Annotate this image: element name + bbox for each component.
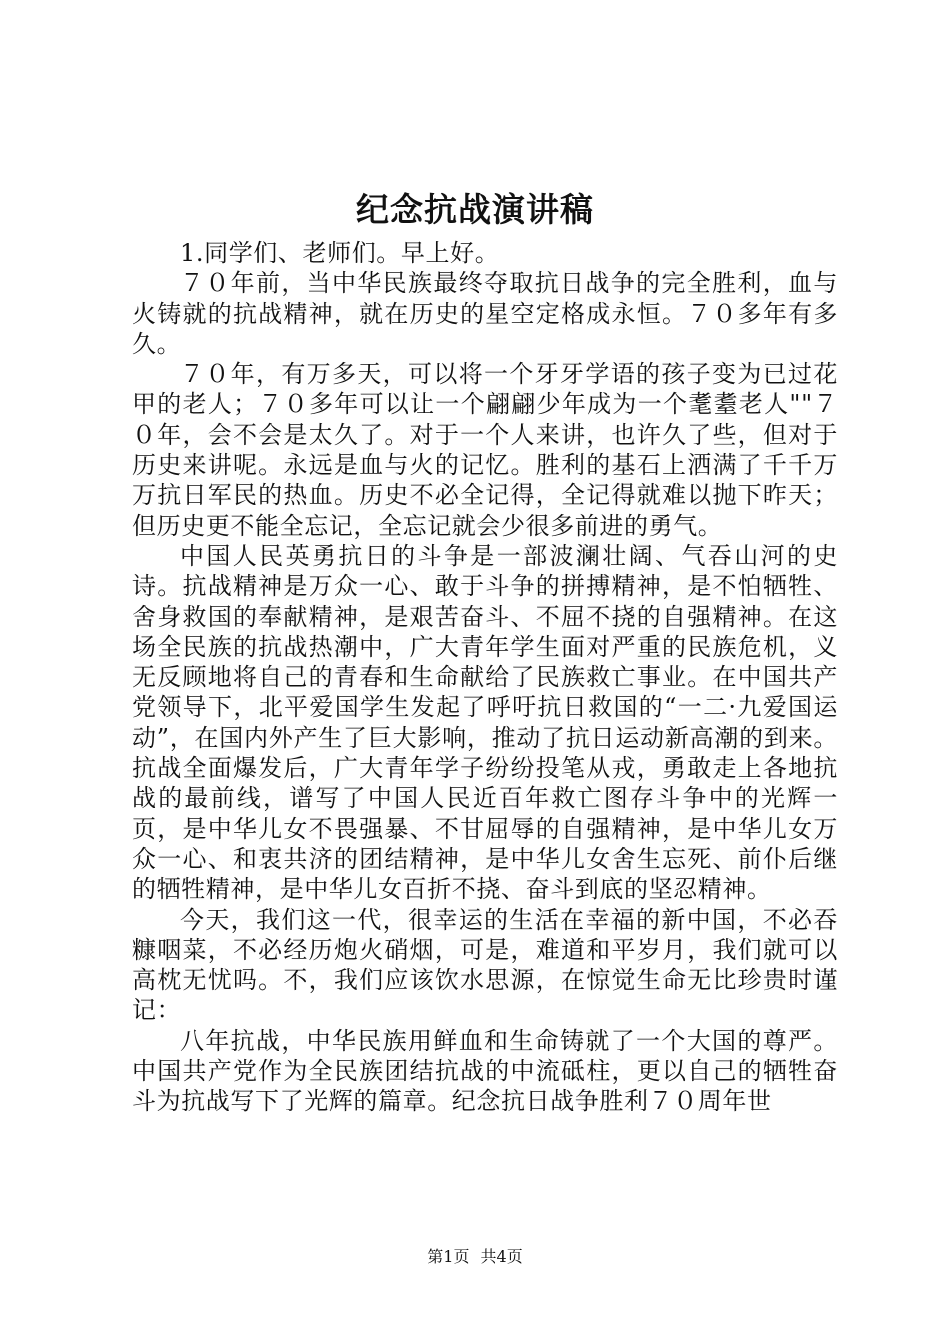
paragraph: 1.同学们、老师们。早上好。 <box>180 239 500 267</box>
paragraph: 八年抗战，中华民族用鲜血和生命铸就了一个大国的尊严。中国共产党作为全民族团结抗战的中流砥柱，更以自己的牺牲奋斗为抗战写下了光辉的篇章。纪念抗日战争胜利７０周年世 <box>132 1026 838 1116</box>
paragraph: ７０年前，当中华民族最终夺取抗日战争的完全胜利，血与火铸就的抗战精神，就在历史的星空定格成永恒。７０多年有多久。 <box>132 269 838 358</box>
page-total: 共4页 <box>480 1247 523 1266</box>
paragraph: ７０年，有万多天，可以将一个牙牙学语的孩子变为已过花甲的老人；７０多年可以让一个翩翩少年成为一个耄耋老人""７０年，会不会是太久了。对于一个人来讲，也许久了些，但对于历史来讲呢。永远是血与火的记忆。胜利的基石上洒满了千千万万抗日军民的热血。历史不必全记得，全记得就难以抛下昨天；但历史更不能全忘记，全忘记就会少很多前进的勇气。 <box>132 360 838 540</box>
page-footer <box>0 1246 950 1268</box>
paragraph: 今天，我们这一代，很幸运的生活在幸福的新中国，不必吞糠咽菜，不必经历炮火硝烟，可是，难道和平岁月，我们就可以高枕无忧吗。不，我们应该饮水思源，在惊觉生命无比珍贵时谨记： <box>132 905 838 1025</box>
page-number: 第1页 <box>427 1247 470 1266</box>
document-title: 纪念抗战演讲稿 <box>356 190 594 229</box>
paragraph: 中国人民英勇抗日的斗争是一部波澜壮阔、气吞山河的史诗。抗战精神是万众一心、敢于斗争的拼搏精神，是不怕牺牲、舍身救国的奉献精神，是艰苦奋斗、不屈不挠的自强精神。在这场全民族的抗战热潮中，广大青年学生面对严重的民族危机，义无反顾地将自己的青春和生命献给了民族救亡事业。在中国共产党领导下，北平爱国学生发起了呼吁抗日救国的“一二·九爱国运动”，在国内外产生了巨大影响，推动了抗日运动新高潮的到来。抗战全面爆发后，广大青年学子纷纷投笔从戎，勇敢走上各地抗战的最前线，谱写了中国人民近百年救亡图存斗争中的光辉一页，是中华儿女不畏强暴、不甘屈辱的自强精神，是中华儿女万众一心、和衷共济的团结精神，是中华儿女舍生忘死、前仆后继的牺牲精神，是中华儿女百折不挠、奋斗到底的坚忍精神。 <box>132 541 838 904</box>
document-body <box>132 238 838 1117</box>
